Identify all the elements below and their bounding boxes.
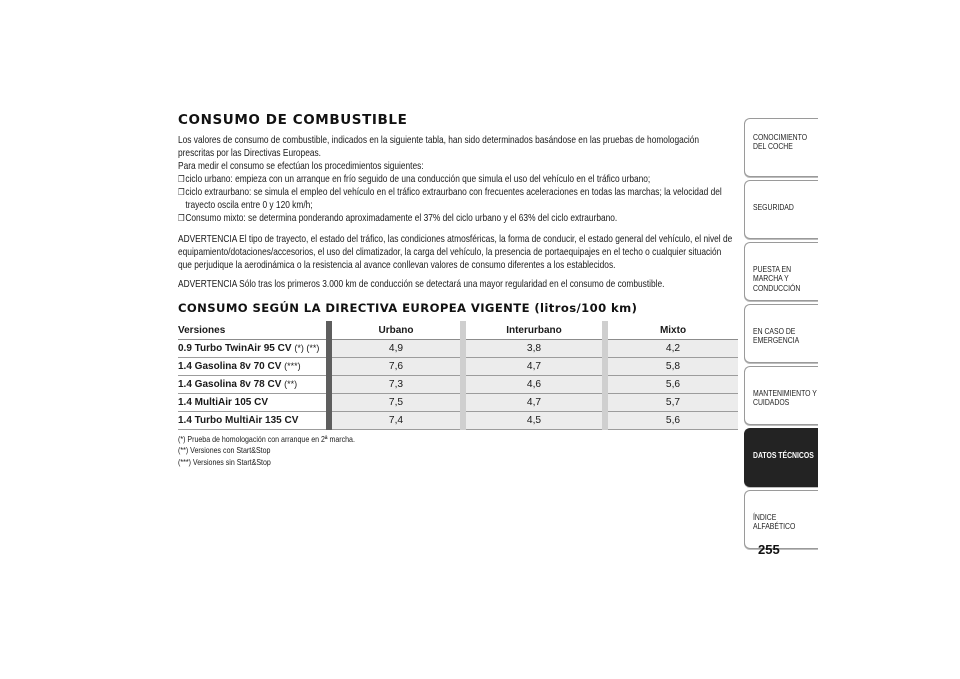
bullet-item xyxy=(178,212,737,225)
urbano-cell: 4,9 xyxy=(332,340,460,358)
mixto-cell: 5,8 xyxy=(608,358,738,376)
tab-datos-tecnicos[interactable] xyxy=(744,428,818,487)
tab-label: EN CASO DE EMERGENCIA xyxy=(753,326,800,346)
table-row xyxy=(178,340,738,358)
tab-seguridad[interactable] xyxy=(744,180,818,239)
footnote: (***) Versiones sin Start&Stop xyxy=(178,456,271,467)
urbano-cell: 7,4 xyxy=(332,412,460,430)
table-row xyxy=(178,358,738,376)
interurbano-cell: 4,6 xyxy=(466,376,602,394)
tab-label: ÍNDICE ALFABÉTICO xyxy=(753,512,796,532)
bullet-item xyxy=(178,173,737,186)
bullet-text: ciclo urbano: empieza con un arranque en frío seguido de una conducción que simula el uso del vehículo en el tráfico urbano; xyxy=(185,174,651,185)
interurbano-cell: 3,8 xyxy=(466,340,602,358)
table-header-row xyxy=(178,321,738,340)
page-title: CONSUMO DE COMBUSTIBLE xyxy=(178,112,408,128)
version-cell: 1.4 Gasolina 8v 70 CV (***) xyxy=(178,358,326,376)
checkbox-bullet-icon: ❒ xyxy=(178,174,185,184)
version-cell: 1.4 Turbo MultiAir 135 CV xyxy=(178,412,326,430)
table-row xyxy=(178,376,738,394)
version-cell: 0.9 Turbo TwinAir 95 CV (*) (**) xyxy=(178,340,326,358)
bullet-text: ciclo extraurbano: se simula el empleo del vehículo en el tráfico extraurbano con frecuentes aceleraciones en todas las marchas; la velocidad del trayecto oscila entre 0 y 120 km/h; xyxy=(185,187,722,211)
urbano-cell: 7,6 xyxy=(332,358,460,376)
interurbano-cell: 4,5 xyxy=(466,412,602,430)
table-row xyxy=(178,394,738,412)
main-content xyxy=(178,112,738,468)
checkbox-bullet-icon: ❒ xyxy=(178,187,185,197)
bullet-text: Consumo mixto: se determina ponderando aproximadamente el 37% del ciclo urbano y el 63% del ciclo extraurbano. xyxy=(185,213,618,224)
tab-conocimiento[interactable] xyxy=(744,118,818,177)
interurbano-cell: 4,7 xyxy=(466,394,602,412)
version-cell: 1.4 MultiAir 105 CV xyxy=(178,394,326,412)
tab-label: SEGURIDAD xyxy=(753,202,794,212)
column-header: Interurbano xyxy=(466,321,602,340)
column-header: Versiones xyxy=(178,321,326,340)
mixto-cell: 5,6 xyxy=(608,376,738,394)
interurbano-cell: 4,7 xyxy=(466,358,602,376)
checkbox-bullet-icon: ❒ xyxy=(178,213,185,223)
intro-procedures: Para medir el consumo se efectúan los procedimientos siguientes: xyxy=(178,161,424,172)
chapter-tabs xyxy=(744,118,818,552)
version-cell: 1.4 Gasolina 8v 78 CV (**) xyxy=(178,376,326,394)
footnote: (*) Prueba de homologación con arranque en 2ª marcha. xyxy=(178,434,355,444)
consumption-table xyxy=(178,321,738,430)
bullet-item xyxy=(178,186,737,212)
tab-mantenimiento[interactable] xyxy=(744,366,818,425)
table-row xyxy=(178,412,738,430)
mixto-cell: 4,2 xyxy=(608,340,738,358)
urbano-cell: 7,3 xyxy=(332,376,460,394)
tab-indice-alfabetico[interactable] xyxy=(744,490,818,549)
tab-emergencia[interactable] xyxy=(744,304,818,363)
footnote: (**) Versiones con Start&Stop xyxy=(178,445,271,456)
mixto-cell: 5,6 xyxy=(608,412,738,430)
page-number: 255 xyxy=(758,542,780,557)
tab-label: DATOS TÉCNICOS xyxy=(753,450,814,460)
urbano-cell: 7,5 xyxy=(332,394,460,412)
table-title: CONSUMO SEGÚN LA DIRECTIVA EUROPEA VIGENTE (litros/100 km) xyxy=(178,301,638,315)
tab-puesta-en-marcha[interactable] xyxy=(744,242,818,301)
tab-label: CONOCIMIENTO DEL COCHE xyxy=(753,132,808,152)
column-header: Mixto xyxy=(608,321,738,340)
tab-label: PUESTA EN MARCHA Y CONDUCCIÓN xyxy=(753,264,801,293)
mixto-cell: 5,7 xyxy=(608,394,738,412)
column-header: Urbano xyxy=(332,321,460,340)
intro-paragraph: Los valores de consumo de combustible, indicados en la siguiente tabla, han sido determinados basándose en las pruebas de homologación prescritas por las Directivas Europeas. xyxy=(178,135,700,159)
warning-paragraph: ADVERTENCIA El tipo de trayecto, el estado del tráfico, las condiciones atmosféricas, la forma de conducir, el estado general del vehículo, el nivel de equipamiento/dotaciones/accesorios, el uso del climatizador, la carga del vehículo, la presencia de portaequipajes en el techo o cualquier situación que perjudique la aerodinámica o la resistencia al avance conllevan valores de consumo diferentes a los establecidos. xyxy=(178,234,733,271)
tab-label: MANTENIMIENTO Y CUIDADOS xyxy=(753,388,817,408)
warning-paragraph: ADVERTENCIA Sólo tras los primeros 3.000 km de conducción se detectará una mayor regularidad en el consumo de combustible. xyxy=(178,279,665,290)
